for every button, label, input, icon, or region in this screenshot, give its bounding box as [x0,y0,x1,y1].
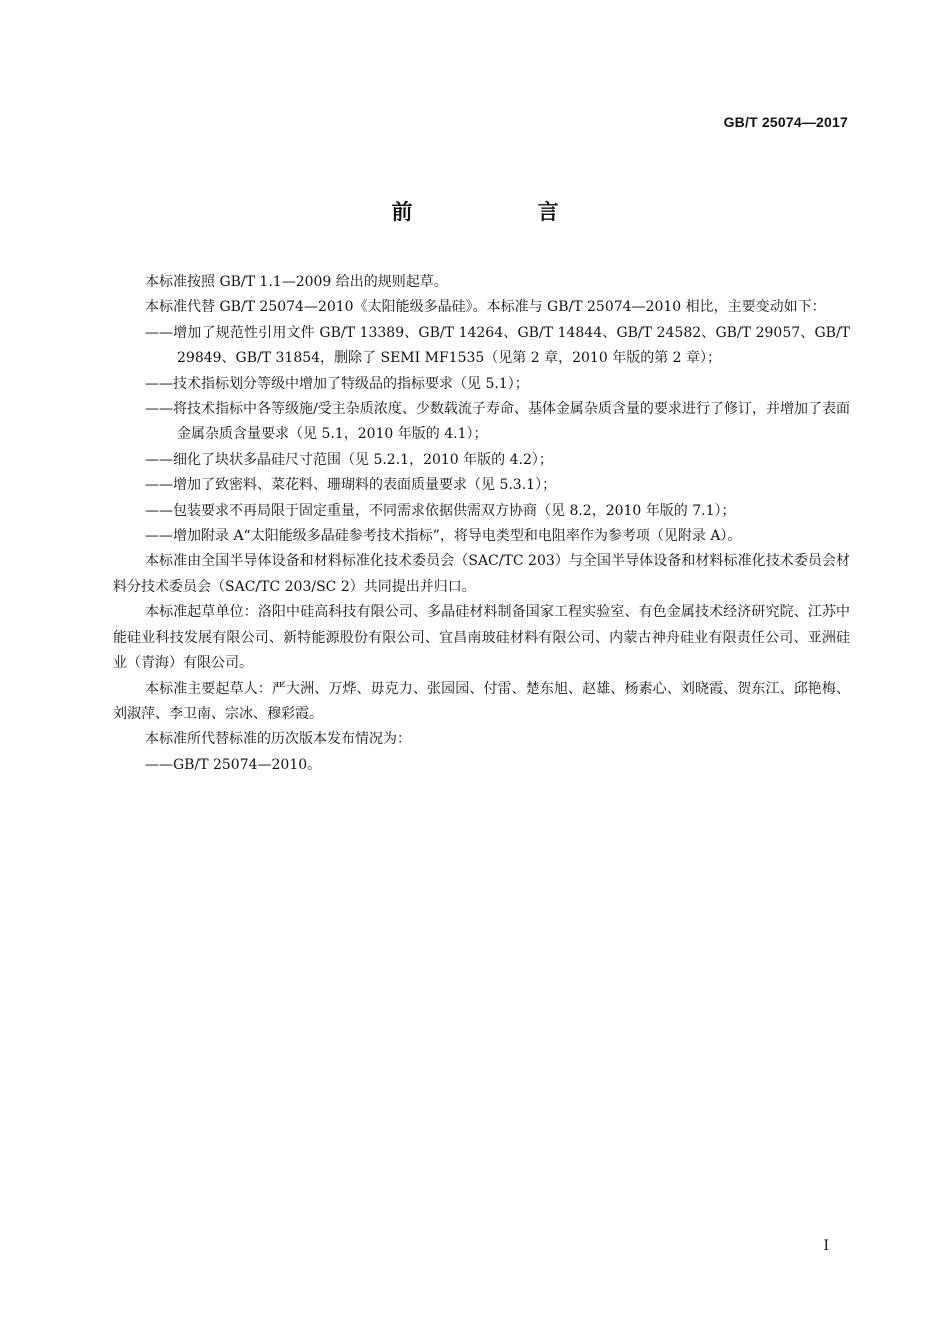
drafting-units-paragraph: 本标准起草单位：洛阳中硅高科技有限公司、多晶硅材料制备国家工程实验室、有色金属技术经济研究院、江苏中能硅业科技发展有限公司、新特能源股份有限公司、宜昌南玻硅材料有限公司、内蒙古神舟硅业有限责任公司、亚洲硅业（青海）有限公司。 [113,604,850,672]
proposer-paragraph: 本标准由全国半导体设备和材料标准化技术委员会（SAC/TC 203）与全国半导体设备和材料标准化技术委员会材料分技术委员会（SAC/TC 203/SC 2）共同提出并归口。 [113,553,850,595]
change-item: ——增加了规范性引用文件 GB/T 13389、GB/T 14264、GB/T 14844、GB/T 24582、GB/T 29057、GB/T 29849、GB/T 31854，删除了 SEMI MF1535（见第 2 章，2010 年版的第 2 章）； [145,324,850,367]
change-item: ——技术指标划分等级中增加了特级品的指标要求（见 5.1）； [145,375,529,392]
drafters-paragraph: 本标准主要起草人：严大洲、万烨、毋克力、张园园、付雷、楚东旭、赵雄、杨素心、刘晓霞、贺东江、邱艳梅、刘淑萍、李卫南、宗冰、穆彩霞。 [113,680,850,722]
change-item: ——将技术指标中各等级施/受主杂质浓度、少数载流子寿命、基体金属杂质含量的要求进行了修订，并增加了表面金属杂质含量要求（见 5.1，2010 年版的 4.1）； [145,401,850,443]
change-item: ——增加附录 A“太阳能级多晶硅参考技术指标”，将导电类型和电阻率作为参考项（见附录 A）。 [145,528,742,545]
page-title: 前 言 [391,200,611,224]
standard-code-header: GB/T 25074—2017 [723,114,848,130]
drafting-rules-paragraph: 本标准按照 GB/T 1.1—2009 给出的规则起草。 [145,274,448,290]
change-item: ——增加了致密料、菜花料、珊瑚料的表面质量要求（见 5.3.1）； [145,477,557,494]
page-number: I [823,1238,829,1254]
history-intro-paragraph: 本标准所代替标准的历次版本发布情况为： [145,731,411,748]
foreword-body [113,270,850,778]
change-item: ——细化了块状多晶硅尺寸范围（见 5.2.1，2010 年版的 4.2）； [145,451,553,468]
change-item: ——包装要求不再局限于固定重量，不同需求依据供需双方协商（见 8.2，2010 年版的 7.1）； [145,502,736,519]
replacement-paragraph: 本标准代替 GB/T 25074—2010《太阳能级多晶硅》。本标准与 GB/T 25074—2010 相比，主要变动如下： [145,299,826,316]
history-item: ——GB/T 25074—2010。 [145,756,322,773]
